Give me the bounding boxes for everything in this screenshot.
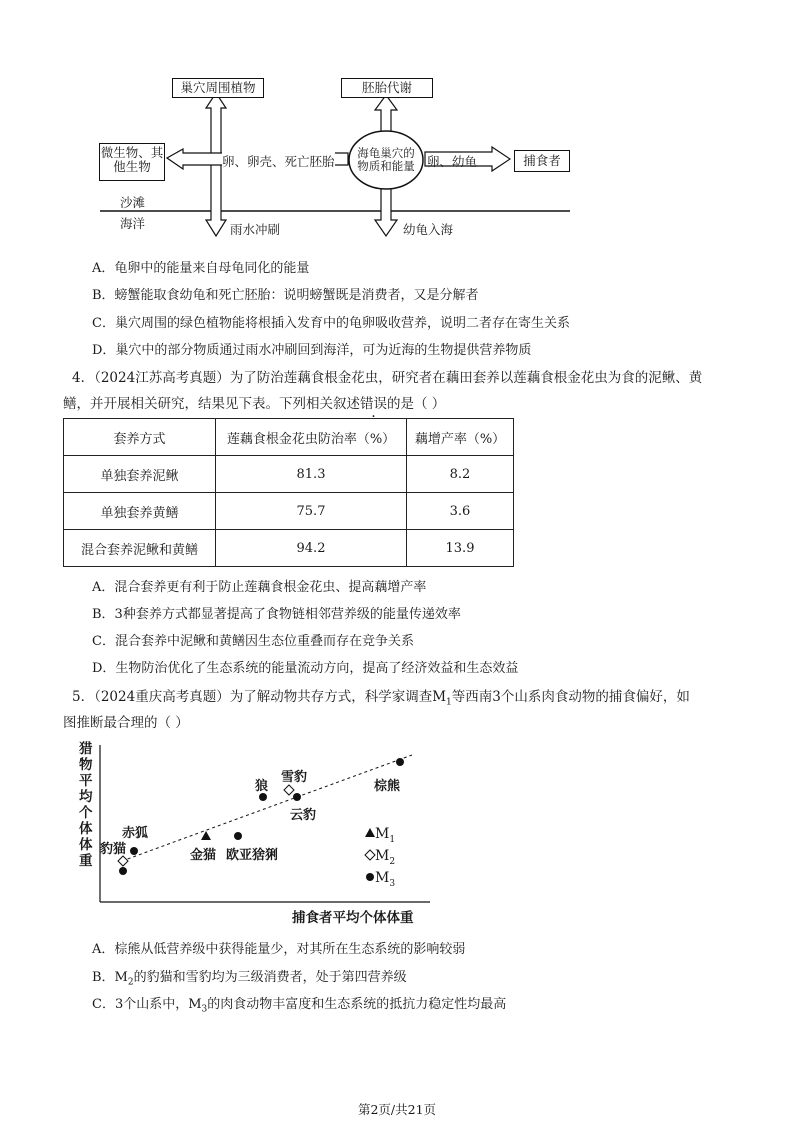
table-header-row: [64, 419, 514, 456]
point-label: 欧亚猞猁: [226, 848, 279, 863]
point-label: 狼: [255, 779, 269, 794]
middle-label: 卵、卵壳、死亡胚胎: [222, 154, 335, 169]
table-row: [64, 530, 514, 567]
q4-stem-line1: 4．（2024江苏高考真题）为了防治莲藕食根金花虫，研究者在藕田套养以莲藕食根金花虫为食的泥鳅、黄: [72, 370, 703, 386]
legend-m1: $M_1$: [375, 826, 396, 845]
legend-m3: $M_3$: [375, 870, 396, 889]
q5-stem-line2: 图推断最合理的（ ）: [63, 715, 189, 731]
q5-stem-line1: 5．（2024重庆高考真题）为了解动物共存方式，科学家调查$M_1$等西南3个山系肉食动物的捕食偏好，如: [72, 689, 690, 708]
legend-marker: [365, 828, 375, 837]
table-cell: 单独套养黄鳝: [64, 493, 216, 530]
page-footer: 第2页/共21页: [357, 1102, 437, 1117]
q3-option-a: A．龟卵中的能量来自母龟同化的能量: [92, 261, 310, 276]
right-label: 卵、幼龟: [427, 154, 478, 169]
beach-label: 沙滩: [120, 195, 146, 210]
box-nest-plants: 巢穴周围植物: [172, 78, 264, 98]
table-cell: 8.2: [407, 456, 514, 493]
q4-option-c: C．混合套养中泥鳅和黄鳝因生态位重叠而存在竞争关系: [92, 634, 414, 649]
q4-emphasis: 错误: [360, 396, 387, 412]
table-cell: 94.2: [216, 530, 407, 567]
q4-stem-line2: 鳝，并开展相关研究，结果见下表。下列相关叙述错误的是（ ）: [63, 396, 446, 412]
data-point: [119, 867, 127, 875]
data-point: [293, 793, 301, 801]
q5-option-c: C．3个山系中，$M_3$的肉食动物丰富度和生态系统的抵抗力稳定性均最高: [92, 997, 507, 1015]
table-header: 藕增产率（%）: [407, 419, 514, 456]
center-label: 海龟巢穴的物质和能量: [357, 146, 415, 174]
data-point: [259, 793, 267, 801]
q4-option-a: A．混合套养更有利于防止莲藕食根金花虫、提高藕增产率: [92, 580, 427, 595]
point-label: 赤狐: [122, 826, 149, 841]
data-point: [396, 758, 404, 766]
table-cell: 3.6: [407, 493, 514, 530]
table-row: [64, 493, 514, 530]
data-point: [284, 785, 294, 795]
point-label: 云豹: [290, 808, 317, 823]
table-header: 莲藕食根金花虫防治率（%）: [216, 419, 407, 456]
q5-option-b: B．$M_2$的豹猫和雪豹均为三级消费者，处于第四营养级: [92, 970, 407, 988]
point-label: 棕熊: [374, 779, 401, 794]
rain-label: 雨水冲刷: [230, 222, 281, 237]
y-axis-label: 猎物平均个体体重: [79, 741, 93, 869]
q5-option-a: A．棕熊从低营养级中获得能量少，对其所在生态系统的影响较弱: [92, 942, 466, 957]
table-cell: 单独套养泥鳅: [64, 456, 216, 493]
hatchlings-label: 幼龟入海: [403, 222, 454, 237]
data-point: [130, 847, 138, 855]
box-embryo-metabolism: 胚胎代谢: [341, 78, 433, 98]
point-label: 金猫: [190, 848, 217, 863]
q3-option-c: C．巢穴周围的绿色植物能将根插入发育中的龟卵吸收营养，说明二者存在寄生关系: [92, 316, 570, 331]
legend-marker: [366, 873, 374, 881]
q4-option-b: B．3种套养方式都显著提高了食物链相邻营养级的能量传递效率: [92, 607, 461, 622]
legend-marker: [365, 850, 375, 860]
table-header: 套养方式: [64, 419, 216, 456]
q3-option-b: B．螃蟹能取食幼龟和死亡胚胎：说明螃蟹既是消费者，又是分解者: [92, 288, 479, 303]
legend-m2: $M_2$: [375, 848, 396, 867]
q3-option-d: D．巢穴中的部分物质通过雨水冲刷回到海洋，可为近海的生物提供营养物质: [92, 343, 532, 358]
q4-option-d: D．生物防治优化了生态系统的能量流动方向，提高了经济效益和生态效益: [92, 661, 519, 676]
x-axis-label: 捕食者平均个体体重: [292, 910, 414, 926]
data-point: [118, 856, 128, 866]
data-point: [234, 832, 242, 840]
ocean-label: 海洋: [120, 216, 146, 231]
q4-table: [63, 418, 514, 567]
table-cell: 81.3: [216, 456, 407, 493]
box-microbes: 微生物、其他生物: [99, 143, 165, 181]
data-point: [201, 831, 211, 840]
point-label: 雪豹: [281, 770, 308, 785]
table-row: [64, 456, 514, 493]
point-label: 豹猫: [100, 842, 127, 857]
table-cell: 混合套养泥鳅和黄鳝: [64, 530, 216, 567]
table-cell: 75.7: [216, 493, 407, 530]
box-predators: 捕食者: [514, 150, 570, 172]
table-cell: 13.9: [407, 530, 514, 567]
